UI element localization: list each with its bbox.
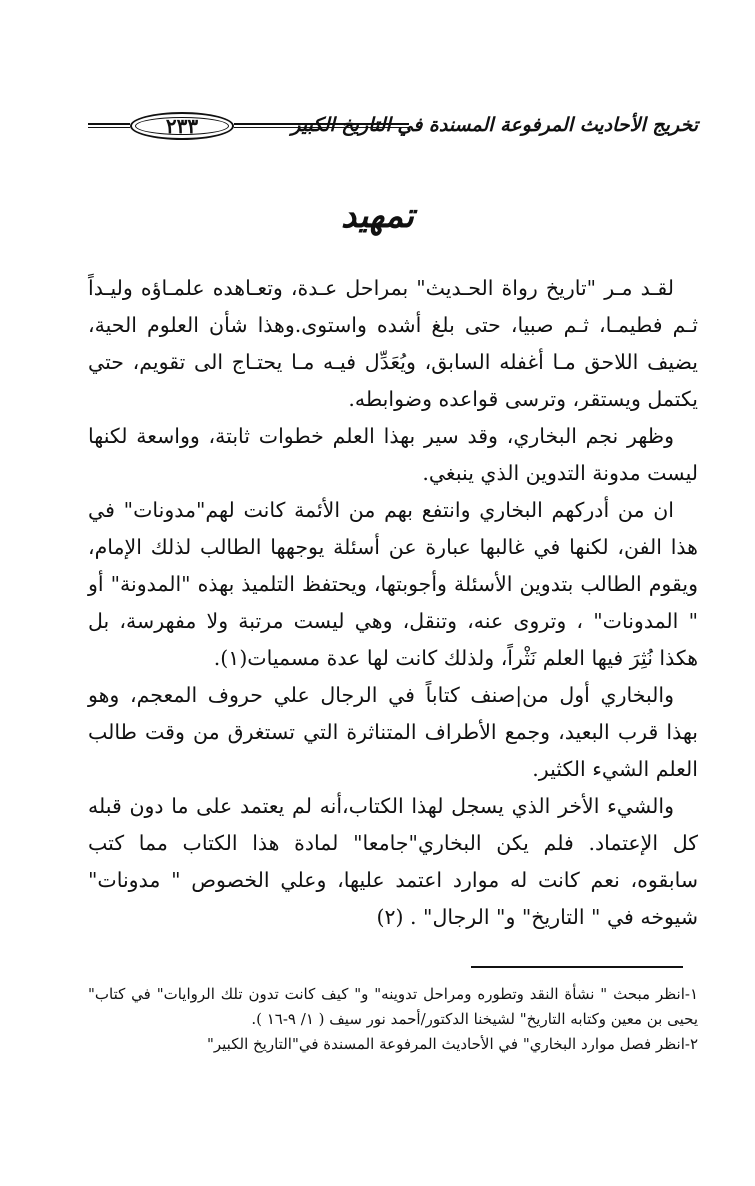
footnote-separator (471, 966, 683, 968)
body-text (88, 270, 698, 936)
paragraph: والبخاري أول من|صنف كتاباً في الرجال علي حروف المعجم، وهو بهذا قرب البعيد، وجمع الأطراف المتناثرة التي تستغرق من وقت طالب العلم الشيء الكثير. (88, 683, 698, 781)
header-rule-left (88, 123, 130, 128)
footnotes (88, 982, 698, 1057)
paragraph: وظهر نجم البخاري، وقد سير بهذا العلم خطوات ثابتة، وواسعة لكنها ليست مدونة التدوين الذي ينبغي. (88, 424, 698, 485)
chapter-heading: تمهيد (341, 196, 414, 236)
page-number-ornament (130, 112, 234, 140)
paragraph: ان من أدركهم البخاري وانتفع بهم من الأئمة كانت لهم"مدونات" في هذا الفن، لكنها في غالبها عبارة عن أسئلة يوجهها الطالب لذلك الإمام، ويقوم الطالب بتدوين الأسئلة وأجوبتها، ويحتفظ التلميذ بهذه "المدونة" أو " المدونات" ، وتروى عنه، وتنقل، وهي ليست مرتبة ولا مفهرسة، بل هكذا نُثِرَ فيها العلم نَثْراً، ولذلك كانت لها عدة مسميات(١). (88, 498, 698, 670)
page-number: ٢٣٣ (165, 114, 199, 138)
running-header (88, 110, 698, 144)
paragraph: والشيء الأخر الذي يسجل لهذا الكتاب،أنه لم يعتمد على ما دون قبله كل الإعتماد. فلم يكن البخاري"جامعا" لمادة هذا الكتاب مما كتب سابقوه، نعم كانت له موارد اعتمد عليها، وعلي الخصوص " مدونات" شيوخه في " التاريخ" و" الرجال" . (٢) (88, 794, 698, 929)
paragraph: لقـد مـر "تاريخ رواة الحـديث" بمراحل عـدة، وتعـاهده علمـاؤه وليـداً ثـم فطيمـا، ثـم صبيا، حتى بلغ أشده واستوى.وهذا شأن العلوم الحية، يضيف اللاحق مـا أغفله السابق، ويُعَدِّل فيـه مـا يحتـاج الى تقويم، حتي يكتمل ويستقر، وترسى قواعده وضوابطه. (88, 276, 698, 411)
footnote: ٢-انظر فصل موارد البخاري" في الأحاديث المرفوعة المسندة في"التاريخ الكبير" (206, 1035, 698, 1053)
running-header-title: تخريج الأحاديث المرفوعة المسندة في التاريخ الكبير (291, 114, 698, 136)
footnote: ١-انظر مبحث " نشأة النقد وتطوره ومراحل تدوينه" و" كيف كانت تدون تلك الروايات" في كتاب" يحيى بن معين وكتابه التاريخ" لشيخنا الدكتور/أحمد نور سيف ( ١/ ٩-١٦ ). (88, 985, 698, 1028)
